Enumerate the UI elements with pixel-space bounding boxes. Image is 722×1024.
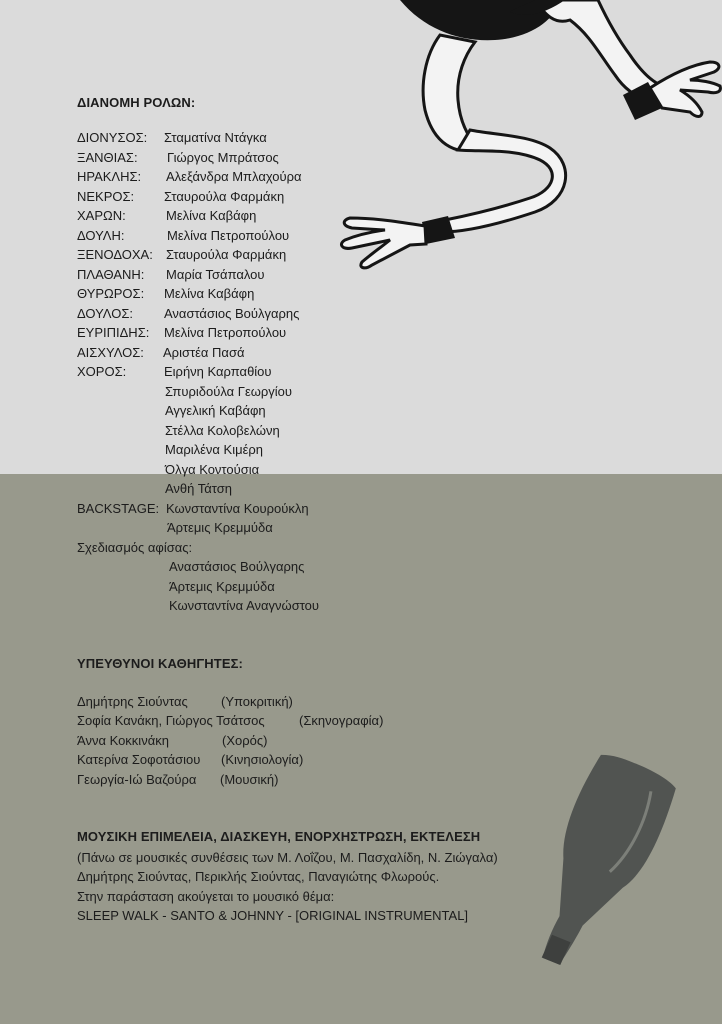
cast-role: ΘΥΡΩΡΟΣ:: [77, 286, 145, 301]
cast-actor: Αγγελική Καβάφη: [165, 403, 266, 418]
teacher-subject: (Σκηνογραφία): [299, 713, 384, 728]
music-line: Στην παράσταση ακούγεται το μουσικό θέμα:: [77, 889, 335, 904]
teacher-name: Γεωργία-Ιώ Βαζούρα: [77, 772, 197, 787]
music-heading: ΜΟΥΣΙΚΗ ΕΠΙΜΕΛΕΙΑ, ΔΙΑΣΚΕΥΗ, ΕΝΟΡΧΗΣΤΡΩΣΗ, ΕΚΤΕΛΕΣΗ: [77, 829, 481, 844]
frog-legs-illustration: [330, 0, 722, 270]
cast-actor: Μαριλένα Κιμέρη: [165, 442, 264, 457]
teacher-subject: (Χορός): [222, 733, 268, 748]
teacher-name: Σοφία Κανάκη, Γιώργος Τσάτσος: [77, 713, 265, 728]
teacher-subject: (Κινησιολογία): [221, 752, 304, 767]
cast-role: ΑΙΣΧΥΛΟΣ:: [77, 345, 144, 360]
music-line: (Πάνω σε μουσικές συνθέσεις των Μ. Λοΐζου, Μ. Πασχαλίδη, Ν. Ζιώγαλα): [77, 850, 498, 865]
poster-designer: Άρτεμις Κρεμμύδα: [169, 579, 275, 594]
bottle-illustration: [505, 745, 680, 975]
cast-actor: Μαρία Τσάπαλου: [166, 267, 265, 282]
teacher-name: Δημήτρης Σιούντας: [77, 694, 188, 709]
cast-actor: Σταυρούλα Φαρμάκη: [166, 247, 287, 262]
music-line: Δημήτρης Σιούντας, Περικλής Σιούντας, Παναγιώτης Φλωρούς.: [77, 869, 440, 884]
cast-actor: Αριστέα Πασά: [163, 345, 245, 360]
cast-role: ΞΑΝΘΙΑΣ:: [77, 150, 138, 165]
poster-designer: Αναστάσιος Βούλγαρης: [169, 559, 305, 574]
poster-design-label: Σχεδιασμός αφίσας:: [77, 540, 193, 555]
cast-actor: Άρτεμις Κρεμμύδα: [167, 520, 273, 535]
cast-actor: Στέλλα Κολοβελώνη: [165, 423, 280, 438]
cast-role: ΔΟΥΛΟΣ:: [77, 306, 133, 321]
teacher-name: Κατερίνα Σοφοτάσιου: [77, 752, 201, 767]
cast-role: ΔΟΥΛΗ:: [77, 228, 125, 243]
cast-role: ΔΙΟΝΥΣΟΣ:: [77, 130, 148, 145]
teacher-subject: (Μουσική): [220, 772, 279, 787]
cast-actor: Ανθή Τάτση: [165, 481, 233, 496]
cast-actor: Μελίνα Καβάφη: [164, 286, 255, 301]
teacher-subject: (Υποκριτική): [221, 694, 293, 709]
cast-actor: Μελίνα Πετροπούλου: [167, 228, 290, 243]
cast-actor: Μελίνα Καβάφη: [166, 208, 257, 223]
cast-actor: Γιώργος Μπράτσος: [167, 150, 279, 165]
cast-actor: Μελίνα Πετροπούλου: [164, 325, 287, 340]
music-line: SLEEP WALK - SANTO & JOHNNY - [ORIGINAL INSTRUMENTAL]: [77, 908, 469, 923]
cast-actor: Αναστάσιος Βούλγαρης: [164, 306, 300, 321]
cast-actor: Όλγα Κοντούσια: [165, 462, 260, 477]
cast-actor: Σταυρούλα Φαρμάκη: [164, 189, 285, 204]
cast-role: ΗΡΑΚΛΗΣ:: [77, 169, 142, 184]
cast-actor: Σταματίνα Ντάγκα: [164, 130, 267, 145]
cast-role: ΧΟΡΟΣ:: [77, 364, 127, 379]
cast-actor: Κωνσταντίνα Κουρούκλη: [166, 501, 309, 516]
cast-heading: ΔΙΑΝΟΜΗ ΡΟΛΩΝ:: [77, 95, 196, 110]
cast-role: ΞΕΝΟΔΟΧΑ:: [77, 247, 153, 262]
cast-role: ΕΥΡΙΠΙΔΗΣ:: [77, 325, 150, 340]
cast-actor: Σπυριδούλα Γεωργίου: [165, 384, 293, 399]
poster-designer: Κωνσταντίνα Αναγνώστου: [169, 598, 320, 613]
cast-role: ΝΕΚΡΟΣ:: [77, 189, 135, 204]
cast-actor: Αλεξάνδρα Μπλαχούρα: [166, 169, 302, 184]
teachers-heading: ΥΠΕΥΘΥΝΟΙ ΚΑΘΗΓΗΤΕΣ:: [77, 656, 243, 671]
cast-role: ΠΛΑΘΑΝΗ:: [77, 267, 145, 282]
cast-role: BACKSTAGE:: [77, 501, 160, 516]
teacher-name: Άννα Κοκκινάκη: [77, 733, 169, 748]
cast-role: ΧΑΡΩΝ:: [77, 208, 126, 223]
cast-actor: Ειρήνη Καρπαθίου: [164, 364, 272, 379]
